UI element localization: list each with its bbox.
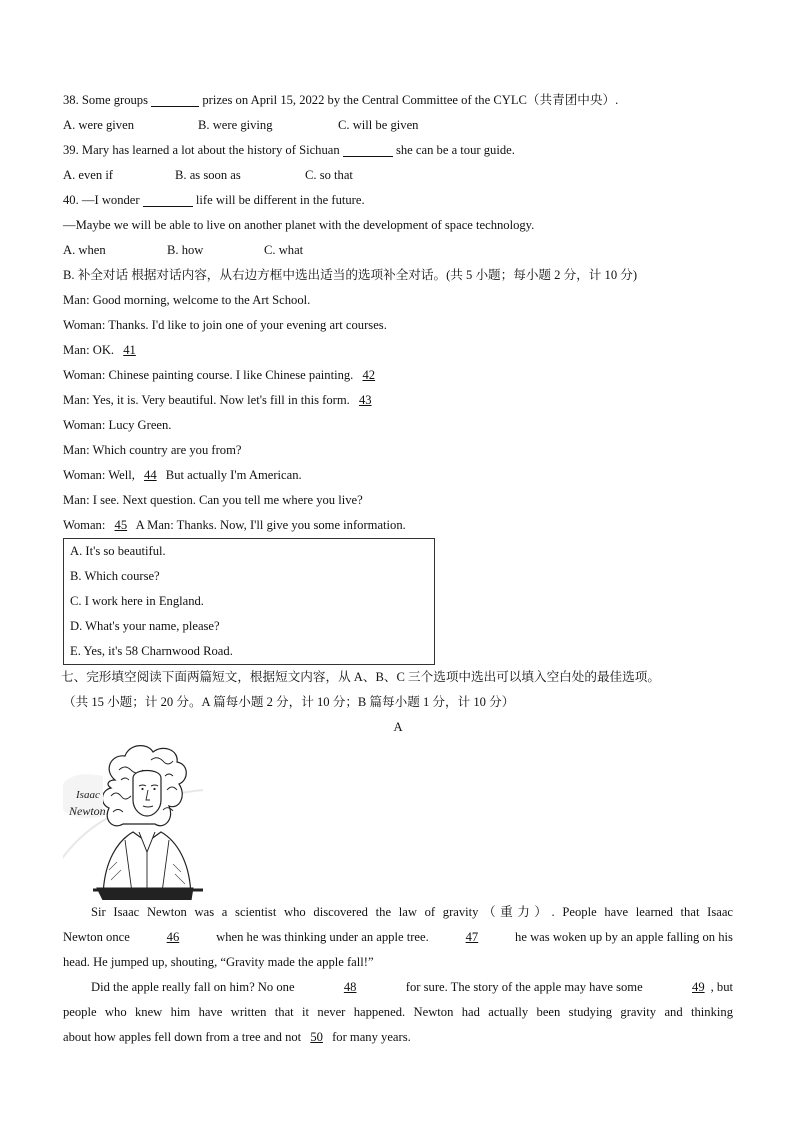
section-7-title: 七、完形填空阅读下面两篇短文，根据短文内容，从 A、B、C 三个选项中选出可以填入空白处的最佳选项。 <box>61 670 660 684</box>
blank-47: 47 <box>465 930 479 944</box>
q38-stem-start: 38. Some groups <box>63 93 149 107</box>
dialogue-line-8 <box>63 463 733 488</box>
passage-p2-line2: people who knew him have written that it never happened. Newton had actually been studying gravity and thinking <box>63 1005 733 1019</box>
q40-option-c: C. what <box>264 243 304 257</box>
question-38 <box>63 88 733 113</box>
passage-p1-line2 <box>63 925 733 950</box>
newton-illustration-icon <box>63 740 733 900</box>
dialogue-line-10 <box>63 513 733 538</box>
dialogue-text: But actually I'm American. <box>165 468 302 482</box>
dialogue-line-3 <box>63 338 733 363</box>
passage-text: for many years. <box>332 1030 411 1044</box>
box-option-a: A. It's so beautiful. <box>70 544 166 558</box>
q40-options <box>63 238 733 263</box>
dialogue-line-4 <box>63 363 733 388</box>
passage-p1-line1: Sir Isaac Newton was a scientist who discovered the law of gravity（重力）. People have learned that Isaac <box>91 905 733 919</box>
portrait-label-first-name: Isaac <box>76 789 100 801</box>
portrait-label-last-name: Newton <box>69 804 106 818</box>
q40-blank <box>143 191 193 207</box>
dialogue-text: A Man: Thanks. Now, I'll give you some information. <box>135 518 406 532</box>
newton-portrait <box>63 740 733 900</box>
blank-50: 50 <box>310 1030 323 1044</box>
q40-reply: —Maybe we will be able to live on another planet with the development of space technology. <box>63 218 535 232</box>
q39-option-c: C. so that <box>305 168 353 182</box>
box-option-d: D. What's your name, please? <box>70 619 220 633</box>
blank-44: 44 <box>144 468 157 482</box>
q38-option-c: C. will be given <box>338 118 419 132</box>
dialogue-line-9: Man: I see. Next question. Can you tell me where you live? <box>63 493 363 507</box>
box-option-e: E. Yes, it's 58 Charnwood Road. <box>70 644 233 658</box>
passage-text: for sure. The story of the apple may have some <box>405 980 643 994</box>
q39-options <box>63 163 733 188</box>
blank-42: 42 <box>362 368 376 382</box>
passage-p1-line3: head. He jumped up, shouting, “Gravity made the apple fall!” <box>63 955 374 969</box>
passage-text: , but <box>710 980 733 994</box>
blank-46: 46 <box>166 930 180 944</box>
blank-48: 48 <box>343 980 357 994</box>
question-40 <box>63 188 733 213</box>
q40-stem-start: 40. —I wonder <box>63 193 140 207</box>
blank-45: 45 <box>114 518 128 532</box>
q38-options <box>63 113 733 138</box>
dialogue-text: Man: OK. <box>63 343 115 357</box>
exam-page <box>63 88 733 1050</box>
blank-41: 41 <box>123 343 136 357</box>
q39-blank <box>343 141 393 157</box>
box-option-b: B. Which course? <box>70 569 160 583</box>
dialogue-text: Woman: Chinese painting course. I like Chinese painting. <box>63 368 354 382</box>
box-option-c: C. I work here in England. <box>70 594 204 608</box>
question-39 <box>63 138 733 163</box>
blank-49: 49 <box>692 980 705 994</box>
q40-stem-end: life will be different in the future. <box>195 193 365 207</box>
passage-text: he was woken up by an apple falling on his <box>515 930 733 944</box>
q38-blank <box>151 91 199 107</box>
passage-text: Did the apple really fall on him? No one <box>91 980 295 994</box>
dialogue-line-5 <box>63 388 733 413</box>
q39-stem-start: 39. Mary has learned a lot about the history of Sichuan <box>63 143 340 157</box>
options-box <box>63 538 435 665</box>
section-7-subtitle: （共 15 小题；计 20 分。A 篇每小题 2 分，计 10 分；B 篇每小题 1 分，计 10 分） <box>63 695 515 709</box>
passage-text: Newton once <box>63 930 130 944</box>
q40-option-a: A. when <box>63 243 106 257</box>
passage-p2-line3 <box>63 1025 733 1050</box>
dialogue-line-6: Woman: Lucy Green. <box>63 418 172 432</box>
blank-43: 43 <box>358 393 372 407</box>
section-b-title: B. 补全对话 根据对话内容，从右边方框中选出适当的选项补全对话。(共 5 小题；每小题 2 分，计 10 分) <box>63 268 638 282</box>
dialogue-line-1: Man: Good morning, welcome to the Art School. <box>63 293 311 307</box>
q39-option-a: A. even if <box>63 168 114 182</box>
passage-a-label: A <box>393 720 403 734</box>
passage-text: about how apples fell down from a tree and not <box>63 1030 302 1044</box>
dialogue-text: Man: Yes, it is. Very beautiful. Now let's fill in this form. <box>63 393 350 407</box>
q39-stem-end: she can be a tour guide. <box>395 143 515 157</box>
passage-p2-line1 <box>63 975 733 1000</box>
passage-text: when he was thinking under an apple tree. <box>216 930 429 944</box>
dialogue-text: Woman: Well, <box>63 468 135 482</box>
q38-option-a: A. were given <box>63 118 134 132</box>
q38-option-b: B. were giving <box>198 118 273 132</box>
q38-stem-end: prizes on April 15, 2022 by the Central Committee of the CYLC（共青团中央）. <box>202 93 619 107</box>
dialogue-text: Woman: <box>63 518 106 532</box>
dialogue-line-2: Woman: Thanks. I'd like to join one of your evening art courses. <box>63 318 387 332</box>
dialogue-line-7: Man: Which country are you from? <box>63 443 242 457</box>
q39-option-b: B. as soon as <box>175 168 241 182</box>
q40-option-b: B. how <box>167 243 204 257</box>
